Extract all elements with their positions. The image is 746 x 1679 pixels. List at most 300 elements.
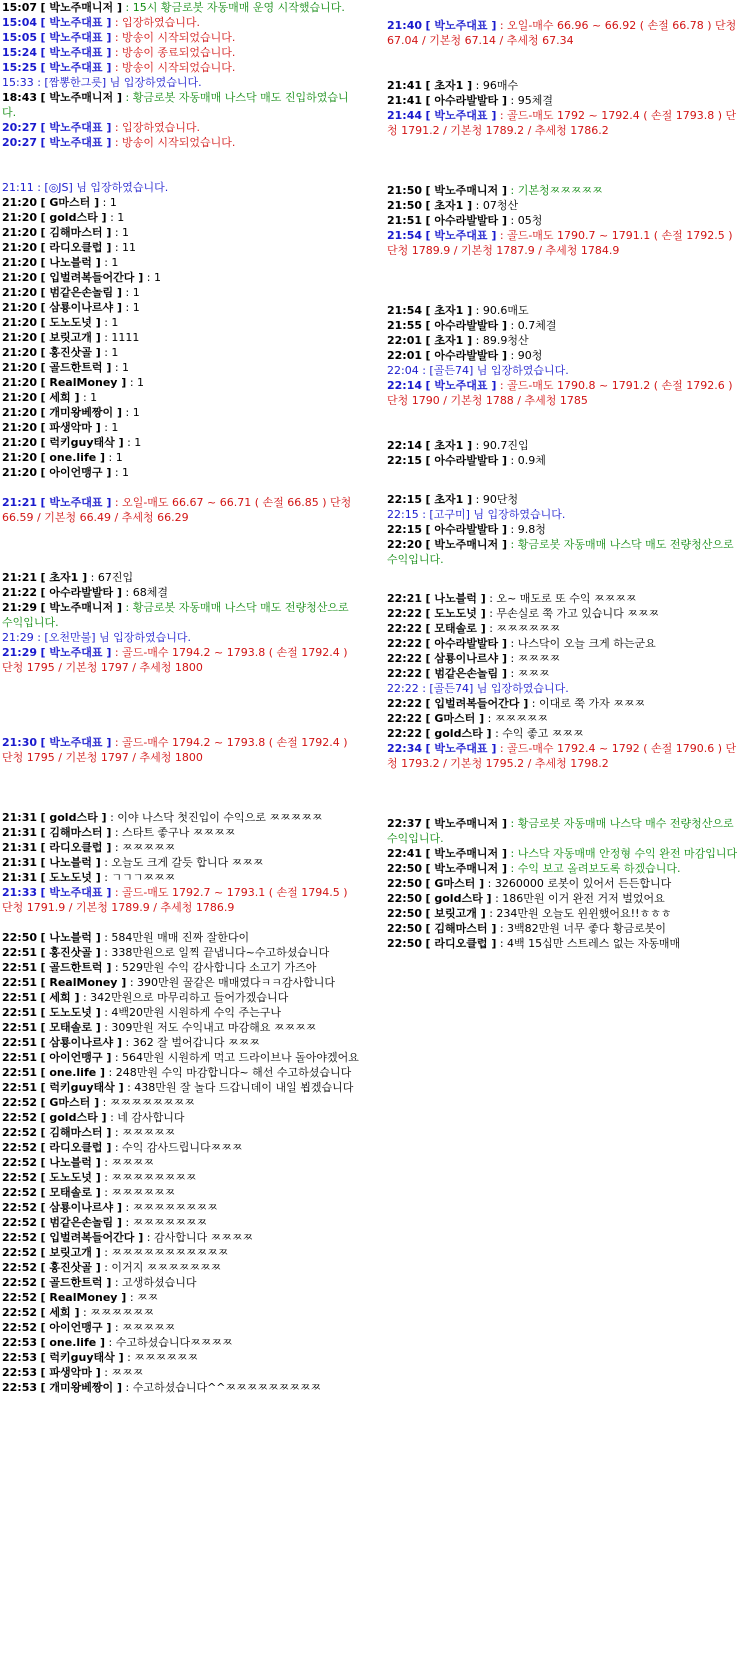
chat-spacer bbox=[2, 150, 360, 180]
message-text: : 248만원 수익 마감합니다~ 해선 수고하셨습니다 bbox=[108, 1066, 352, 1079]
message-text: : ㅉㅉㅉㅉㅉ bbox=[114, 1126, 176, 1139]
message-sender: [ 박노주대표 ] bbox=[40, 16, 112, 29]
message-time: 22:41 bbox=[387, 847, 423, 860]
message-sender: [ 범같은손놀림 ] bbox=[425, 667, 507, 680]
message-time: 22:22 bbox=[387, 622, 423, 635]
message-sender: [ 박노주대표 ] bbox=[40, 886, 112, 899]
message-sender: [ 삼룡이나르샤 ] bbox=[40, 1036, 122, 1049]
message-time: 22:22 bbox=[387, 667, 423, 680]
message-sender: [ G마스터 ] bbox=[40, 1096, 100, 1109]
message-sender: [ 나노블럭 ] bbox=[40, 1156, 101, 1169]
chat-message bbox=[387, 348, 742, 363]
chat-message bbox=[2, 870, 360, 885]
chat-message bbox=[387, 921, 742, 936]
message-text: : 1 bbox=[129, 376, 145, 389]
message-time: 21:20 bbox=[2, 346, 38, 359]
message-text: : 골드-매수 1794.2 ~ 1793.8 ( 손절 1792.4 ) 단청 1795 / 기본청 1797 / 추세청 1800 bbox=[2, 736, 348, 764]
chat-log-right-column bbox=[387, 18, 742, 951]
system-notice: 21:11 : [◎JS] 님 입장하였습니다. bbox=[2, 181, 169, 194]
message-text: : 67진입 bbox=[90, 571, 134, 584]
chat-message bbox=[2, 345, 360, 360]
message-sender: [ 박노주대표 ] bbox=[40, 736, 112, 749]
message-time: 15:07 bbox=[2, 1, 38, 14]
message-text: : 0.9체 bbox=[510, 454, 546, 467]
message-text: : 1 bbox=[114, 466, 130, 479]
chat-message bbox=[2, 975, 360, 990]
message-sender: [ 박노주대표 ] bbox=[40, 121, 112, 134]
message-sender: [ 박노주대표 ] bbox=[40, 61, 112, 74]
message-time: 21:20 bbox=[2, 271, 38, 284]
message-text: : ㅉㅉㅉㅉㅉㅉㅉㅉ bbox=[125, 1201, 218, 1214]
chat-message bbox=[2, 1320, 360, 1335]
message-time: 22:51 bbox=[2, 1081, 38, 1094]
message-time: 21:29 bbox=[2, 601, 38, 614]
chat-message bbox=[2, 1155, 360, 1170]
message-text: : 05청 bbox=[510, 214, 543, 227]
chat-message bbox=[2, 270, 360, 285]
message-text: : 584만원 매매 진짜 잘한다이 bbox=[104, 931, 250, 944]
message-sender: [ 아수라발발타 ] bbox=[425, 349, 507, 362]
chat-message bbox=[387, 363, 742, 378]
message-time: 22:52 bbox=[2, 1231, 38, 1244]
message-text: : 입장하였습니다. bbox=[114, 121, 200, 134]
chat-message bbox=[387, 861, 742, 876]
message-text: : 방송이 시작되었습니다. bbox=[114, 61, 236, 74]
chat-message bbox=[387, 651, 742, 666]
message-text: : ㅉㅉㅉㅉㅉㅉ bbox=[82, 1306, 154, 1319]
message-time: 22:21 bbox=[387, 592, 423, 605]
chat-message bbox=[2, 1080, 360, 1095]
message-text: : 이거지 ㅉㅉㅉㅉㅉㅉㅉ bbox=[104, 1261, 222, 1274]
chat-message bbox=[387, 876, 742, 891]
message-time: 22:01 bbox=[387, 349, 423, 362]
message-sender: [ 박노주대표 ] bbox=[425, 19, 497, 32]
message-time: 22:51 bbox=[2, 976, 38, 989]
message-sender: [ one.life ] bbox=[40, 1336, 106, 1349]
message-sender: [ 아수라발발타 ] bbox=[425, 319, 507, 332]
chat-message bbox=[2, 630, 360, 645]
chat-message bbox=[2, 930, 360, 945]
message-text: : 오~ 매도로 또 수익 ㅉㅉㅉㅉ bbox=[489, 592, 637, 605]
message-text: : 1 bbox=[125, 406, 140, 419]
chat-spacer bbox=[387, 258, 742, 303]
chat-message bbox=[387, 507, 742, 522]
chat-message bbox=[2, 195, 360, 210]
message-text: : 이대로 쭉 가자 ㅉㅉㅉ bbox=[531, 697, 646, 710]
message-sender: [ 라디오클럽 ] bbox=[40, 841, 112, 854]
message-sender: [ 아수라발발타 ] bbox=[40, 586, 122, 599]
message-sender: [ 모태솔로 ] bbox=[40, 1186, 101, 1199]
message-time: 22:50 bbox=[387, 937, 423, 950]
message-sender: [ 박노주대표 ] bbox=[40, 136, 112, 149]
message-text: : 1 bbox=[104, 421, 119, 434]
message-time: 22:22 bbox=[387, 607, 423, 620]
message-time: 22:51 bbox=[2, 991, 38, 1004]
message-sender: [ 개미왕베짱이 ] bbox=[40, 1381, 122, 1394]
message-sender: [ 도노도넛 ] bbox=[40, 871, 101, 884]
chat-message bbox=[387, 333, 742, 348]
message-sender: [ 나노블럭 ] bbox=[40, 256, 101, 269]
message-time: 22:37 bbox=[387, 817, 423, 830]
chat-message bbox=[387, 492, 742, 507]
chat-message bbox=[2, 240, 360, 255]
message-sender: [ 김해마스터 ] bbox=[40, 226, 112, 239]
chat-message bbox=[2, 1335, 360, 1350]
chat-message bbox=[387, 18, 742, 48]
message-text: : 오늘도 크게 갈듯 합니다 ㅉㅉㅉ bbox=[104, 856, 264, 869]
message-sender: [ 박노주대표 ] bbox=[40, 646, 112, 659]
message-time: 21:40 bbox=[387, 19, 423, 32]
message-time: 21:20 bbox=[2, 361, 38, 374]
chat-message bbox=[2, 180, 360, 195]
message-time: 22:34 bbox=[387, 742, 423, 755]
message-text: : 342만원으로 마무리하고 들어가겠습니다 bbox=[82, 991, 289, 1004]
chat-message bbox=[2, 1365, 360, 1380]
message-text: : 15시 황금로봇 자동매매 운영 시작했습니다. bbox=[125, 1, 345, 14]
message-text: : 나스닥 자동매매 안정형 수익 완전 마감입니다 bbox=[510, 847, 738, 860]
chat-message bbox=[387, 666, 742, 681]
message-text: : 스타트 좋구나 ㅉㅉㅉㅉ bbox=[114, 826, 236, 839]
message-time: 21:50 bbox=[387, 184, 423, 197]
message-sender: [ 범같은손놀림 ] bbox=[40, 286, 122, 299]
message-text: : 1 bbox=[146, 271, 161, 284]
message-text: : ㅉㅉㅉㅉㅉ bbox=[487, 712, 548, 725]
chat-message bbox=[387, 453, 742, 468]
message-text: : 나스닥이 오늘 크게 하는군요 bbox=[510, 637, 656, 650]
chat-message bbox=[2, 420, 360, 435]
chat-message bbox=[2, 1020, 360, 1035]
chat-message bbox=[2, 300, 360, 315]
message-sender: [ G마스터 ] bbox=[425, 877, 485, 890]
message-text: : 황금로봇 자동매매 나스닥 매수 전량청산으로 수익입니다. bbox=[387, 817, 734, 845]
message-text: : 수익 감사드립니다ㅉㅉㅉ bbox=[114, 1141, 243, 1154]
message-text: : 1 bbox=[114, 226, 130, 239]
chat-spacer bbox=[387, 138, 742, 183]
message-sender: [ 파생악마 ] bbox=[40, 421, 101, 434]
message-sender: [ 입벌려복들어간다 ] bbox=[40, 271, 144, 284]
message-sender: [ 삼룡이나르샤 ] bbox=[40, 301, 122, 314]
chat-spacer bbox=[387, 567, 742, 591]
chat-message bbox=[2, 285, 360, 300]
chat-message bbox=[2, 1290, 360, 1305]
message-time: 21:20 bbox=[2, 241, 38, 254]
chat-message bbox=[2, 1125, 360, 1140]
message-time: 21:41 bbox=[387, 94, 423, 107]
message-text: : ㅉㅉㅉㅉㅉㅉㅉㅉ bbox=[102, 1096, 195, 1109]
system-notice: 21:29 : [오천만불] 님 입장하였습니다. bbox=[2, 631, 191, 644]
message-sender: [ 골드한트럭 ] bbox=[40, 961, 112, 974]
message-text: : 기본청ㅉㅉㅉㅉㅉ bbox=[510, 184, 603, 197]
chat-spacer bbox=[2, 480, 360, 495]
chat-message bbox=[387, 726, 742, 741]
message-sender: [ 아수라발발타 ] bbox=[425, 94, 507, 107]
chat-message bbox=[2, 495, 360, 525]
message-text: : 529만원 수익 감사합니다 소고기 가즈아 bbox=[114, 961, 317, 974]
message-sender: [ 아이언맹구 ] bbox=[40, 1321, 112, 1334]
chat-message bbox=[387, 816, 742, 846]
message-sender: [ 범같은손놀림 ] bbox=[40, 1216, 122, 1229]
message-time: 21:31 bbox=[2, 871, 38, 884]
message-time: 22:52 bbox=[2, 1276, 38, 1289]
chat-message bbox=[2, 885, 360, 915]
message-time: 22:15 bbox=[387, 454, 423, 467]
message-time: 21:20 bbox=[2, 451, 38, 464]
message-text: : 골드-매수 1794.2 ~ 1793.8 ( 손절 1792.4 ) 단청 1795 / 기본청 1797 / 추세청 1800 bbox=[2, 646, 348, 674]
message-sender: [ gold스타 ] bbox=[425, 727, 492, 740]
message-time: 21:50 bbox=[387, 199, 423, 212]
message-text: : ㅉㅉㅉㅉㅉㅉㅉㅉ bbox=[104, 1171, 197, 1184]
message-time: 22:14 bbox=[387, 439, 423, 452]
chat-message bbox=[387, 213, 742, 228]
message-text: : 9.8청 bbox=[510, 523, 546, 536]
chat-message bbox=[2, 1065, 360, 1080]
chat-message bbox=[2, 1140, 360, 1155]
message-sender: [ 초자1 ] bbox=[40, 571, 88, 584]
chat-message bbox=[2, 60, 360, 75]
message-time: 21:41 bbox=[387, 79, 423, 92]
message-sender: [ 나노블럭 ] bbox=[425, 592, 486, 605]
message-time: 22:52 bbox=[2, 1096, 38, 1109]
chat-spacer bbox=[387, 771, 742, 816]
message-sender: [ 모태솔로 ] bbox=[425, 622, 486, 635]
chat-message bbox=[2, 945, 360, 960]
message-time: 21:20 bbox=[2, 376, 38, 389]
message-text: : 황금로봇 자동매매 나스닥 매도 전량청산으로 수익입니다. bbox=[2, 601, 349, 629]
message-time: 22:50 bbox=[387, 862, 423, 875]
message-time: 22:22 bbox=[387, 712, 423, 725]
message-time: 21:31 bbox=[2, 811, 38, 824]
message-text: : ㅉㅉㅉ bbox=[104, 1366, 144, 1379]
message-time: 22:52 bbox=[2, 1141, 38, 1154]
message-text: : 방송이 종료되었습니다. bbox=[114, 46, 236, 59]
message-text: : 방송이 시작되었습니다. bbox=[114, 31, 236, 44]
chat-message bbox=[2, 30, 360, 45]
message-time: 22:53 bbox=[2, 1381, 38, 1394]
chat-message bbox=[387, 846, 742, 861]
message-time: 22:01 bbox=[387, 334, 423, 347]
message-time: 21:55 bbox=[387, 319, 423, 332]
message-text: : 네 감사합니다 bbox=[110, 1111, 185, 1124]
message-time: 22:51 bbox=[2, 1066, 38, 1079]
message-text: : ㅉㅉ bbox=[129, 1291, 159, 1304]
chat-message bbox=[387, 438, 742, 453]
chat-message bbox=[2, 1305, 360, 1320]
chat-message bbox=[2, 75, 360, 90]
chat-message bbox=[2, 1200, 360, 1215]
message-sender: [ 입벌려복들어간다 ] bbox=[425, 697, 529, 710]
chat-message bbox=[2, 1380, 360, 1395]
message-time: 21:33 bbox=[2, 886, 38, 899]
message-sender: [ 초자1 ] bbox=[425, 79, 473, 92]
message-sender: [ 모태솔로 ] bbox=[40, 1021, 101, 1034]
chat-message bbox=[2, 645, 360, 675]
message-text: : 골드-매도 1792 ~ 1792.4 ( 손절 1793.8 ) 단청 1791.2 / 기본청 1789.2 / 추세청 1786.2 bbox=[387, 109, 737, 137]
message-time: 21:20 bbox=[2, 466, 38, 479]
message-text: : 1111 bbox=[104, 331, 140, 344]
message-sender: [ 아이언맹구 ] bbox=[40, 1051, 112, 1064]
message-time: 21:30 bbox=[2, 736, 38, 749]
message-time: 21:20 bbox=[2, 331, 38, 344]
message-text: : 황금로봇 자동매매 나스닥 매도 전량청산으로 수익입니다. bbox=[387, 538, 734, 566]
message-text: : 95체결 bbox=[510, 94, 553, 107]
message-sender: [ 박노주매니저 ] bbox=[40, 1, 122, 14]
message-text: : 68체결 bbox=[125, 586, 168, 599]
message-time: 22:22 bbox=[387, 727, 423, 740]
message-sender: [ 박노주매니저 ] bbox=[425, 847, 507, 860]
message-time: 20:27 bbox=[2, 136, 38, 149]
message-sender: [ 박노주매니저 ] bbox=[40, 601, 122, 614]
message-sender: [ 보릿고개 ] bbox=[40, 331, 101, 344]
chat-message bbox=[2, 1215, 360, 1230]
message-sender: [ G마스터 ] bbox=[40, 196, 100, 209]
message-text: : 438만원 잘 놀다 드갑니데이 내일 뵙겠습니다 bbox=[127, 1081, 354, 1094]
message-time: 22:53 bbox=[2, 1351, 38, 1364]
chat-message bbox=[387, 936, 742, 951]
message-sender: [ 홍진삿골 ] bbox=[40, 946, 101, 959]
message-sender: [ 초자1 ] bbox=[425, 334, 473, 347]
message-text: : 4백20만원 시원하게 수익 주는구나 bbox=[104, 1006, 282, 1019]
message-time: 18:43 bbox=[2, 91, 38, 104]
message-text: : 90.7진입 bbox=[475, 439, 529, 452]
message-sender: [ 아수라발발타 ] bbox=[425, 637, 507, 650]
message-sender: [ 박노주대표 ] bbox=[425, 379, 497, 392]
chat-message bbox=[2, 450, 360, 465]
system-notice: 15:33 : [짬뽕한그릇] 님 입장하였습니다. bbox=[2, 76, 202, 89]
chat-message bbox=[2, 1245, 360, 1260]
message-sender: [ 라디오클럽 ] bbox=[40, 1141, 112, 1154]
message-sender: [ 박노주대표 ] bbox=[425, 229, 497, 242]
chat-spacer bbox=[2, 525, 360, 570]
message-sender: [ 박노주대표 ] bbox=[40, 496, 112, 509]
message-text: : ㄱㄱㄱㅉㅉㅉ bbox=[104, 871, 176, 884]
message-time: 21:54 bbox=[387, 229, 423, 242]
chat-message bbox=[2, 585, 360, 600]
chat-message bbox=[2, 600, 360, 630]
chat-message bbox=[2, 225, 360, 240]
message-text: : 1 bbox=[110, 211, 125, 224]
message-time: 22:52 bbox=[2, 1321, 38, 1334]
chat-message bbox=[2, 855, 360, 870]
message-text: : 골드-매수 1792.4 ~ 1792 ( 손절 1790.6 ) 단청 1793.2 / 기본청 1795.2 / 추세청 1798.2 bbox=[387, 742, 737, 770]
message-time: 22:53 bbox=[2, 1366, 38, 1379]
message-text: : ㅉㅉㅉㅉㅉㅉ bbox=[104, 1186, 176, 1199]
message-time: 21:20 bbox=[2, 316, 38, 329]
message-text: : 이야 나스닥 첫진입이 수익으로 ㅉㅉㅉㅉㅉ bbox=[110, 811, 323, 824]
message-time: 22:50 bbox=[2, 931, 38, 944]
chat-message bbox=[2, 735, 360, 765]
chat-message bbox=[2, 375, 360, 390]
message-text: : 오일-매도 66.67 ~ 66.71 ( 손절 66.85 ) 단청 66.59 / 기본청 66.49 / 추세청 66.29 bbox=[2, 496, 352, 524]
message-text: : 07청산 bbox=[475, 199, 519, 212]
message-time: 22:51 bbox=[2, 961, 38, 974]
message-sender: [ 박노주매니저 ] bbox=[40, 91, 122, 104]
message-sender: [ gold스타 ] bbox=[40, 211, 107, 224]
message-text: : ㅉㅉㅉ bbox=[510, 667, 550, 680]
chat-message bbox=[387, 228, 742, 258]
message-time: 15:05 bbox=[2, 31, 38, 44]
message-sender: [ 파생악마 ] bbox=[40, 1366, 101, 1379]
chat-message bbox=[387, 741, 742, 771]
message-time: 22:52 bbox=[2, 1126, 38, 1139]
chat-message bbox=[387, 537, 742, 567]
message-text: : 1 bbox=[125, 301, 140, 314]
message-sender: [ 보릿고개 ] bbox=[425, 907, 486, 920]
message-sender: [ 세희 ] bbox=[40, 391, 80, 404]
chat-message bbox=[387, 93, 742, 108]
chat-message bbox=[2, 390, 360, 405]
message-sender: [ 입벌려복들어간다 ] bbox=[40, 1231, 144, 1244]
chat-message bbox=[2, 960, 360, 975]
message-sender: [ 개미왕베짱이 ] bbox=[40, 406, 122, 419]
message-text: : 90단청 bbox=[475, 493, 519, 506]
message-sender: [ 도노도넛 ] bbox=[40, 316, 101, 329]
chat-message bbox=[387, 606, 742, 621]
message-time: 22:50 bbox=[387, 877, 423, 890]
message-time: 21:31 bbox=[2, 856, 38, 869]
message-time: 15:24 bbox=[2, 46, 38, 59]
message-time: 21:20 bbox=[2, 196, 38, 209]
message-time: 15:25 bbox=[2, 61, 38, 74]
message-sender: [ 세희 ] bbox=[40, 991, 80, 1004]
chat-message bbox=[387, 522, 742, 537]
message-time: 22:50 bbox=[387, 922, 423, 935]
chat-message bbox=[2, 1275, 360, 1290]
message-time: 21:51 bbox=[387, 214, 423, 227]
message-sender: [ 홍진삿골 ] bbox=[40, 1261, 101, 1274]
message-text: : ㅉㅉㅉㅉㅉㅉㅉㅉㅉㅉㅉ bbox=[104, 1246, 229, 1259]
message-text: : 1 bbox=[82, 391, 98, 404]
message-sender: [ 보릿고개 ] bbox=[40, 1246, 101, 1259]
message-sender: [ gold스타 ] bbox=[40, 1111, 107, 1124]
message-sender: [ 박노주매니저 ] bbox=[425, 184, 507, 197]
chat-message bbox=[387, 621, 742, 636]
message-text: : 89.9청산 bbox=[475, 334, 529, 347]
message-sender: [ one.life ] bbox=[40, 451, 106, 464]
message-text: : 3백82만원 너무 좋다 황금로봇이 bbox=[499, 922, 667, 935]
message-text: : 186만원 이거 완전 거저 벌었어요 bbox=[495, 892, 665, 905]
chat-message bbox=[387, 108, 742, 138]
message-text: : 96매수 bbox=[475, 79, 519, 92]
message-sender: [ 초자1 ] bbox=[425, 493, 473, 506]
message-sender: [ 도노도넛 ] bbox=[425, 607, 486, 620]
chat-message bbox=[2, 570, 360, 585]
chat-message bbox=[2, 1260, 360, 1275]
chat-message bbox=[2, 825, 360, 840]
message-text: : 90.6매도 bbox=[475, 304, 529, 317]
chat-message bbox=[387, 711, 742, 726]
message-time: 22:53 bbox=[2, 1336, 38, 1349]
message-text: : ㅉㅉㅉㅉ bbox=[510, 652, 561, 665]
chat-message bbox=[2, 1230, 360, 1245]
message-time: 21:20 bbox=[2, 226, 38, 239]
message-sender: [ 김해마스터 ] bbox=[40, 826, 112, 839]
chat-spacer bbox=[387, 408, 742, 438]
message-time: 21:22 bbox=[2, 586, 38, 599]
chat-message bbox=[387, 591, 742, 606]
message-text: : ㅉㅉㅉㅉㅉㅉ bbox=[127, 1351, 199, 1364]
message-time: 22:52 bbox=[2, 1171, 38, 1184]
chat-message bbox=[2, 255, 360, 270]
message-sender: [ 박노주대표 ] bbox=[425, 109, 497, 122]
message-text: : 수고하셨습니다^^ㅉㅉㅉㅉㅉㅉㅉㅉㅉ bbox=[125, 1381, 322, 1394]
message-text: : 338만원으로 일찍 끝냅니다~수고하셨습니다 bbox=[104, 946, 330, 959]
chat-message bbox=[2, 1050, 360, 1065]
message-time: 22:15 bbox=[387, 523, 423, 536]
chat-message bbox=[2, 135, 360, 150]
chat-message bbox=[387, 696, 742, 711]
message-text: : 골드-매도 1792.7 ~ 1793.1 ( 손절 1794.5 ) 단청 1791.9 / 기본청 1789.9 / 추세청 1786.9 bbox=[2, 886, 348, 914]
message-sender: [ 초자1 ] bbox=[425, 304, 473, 317]
